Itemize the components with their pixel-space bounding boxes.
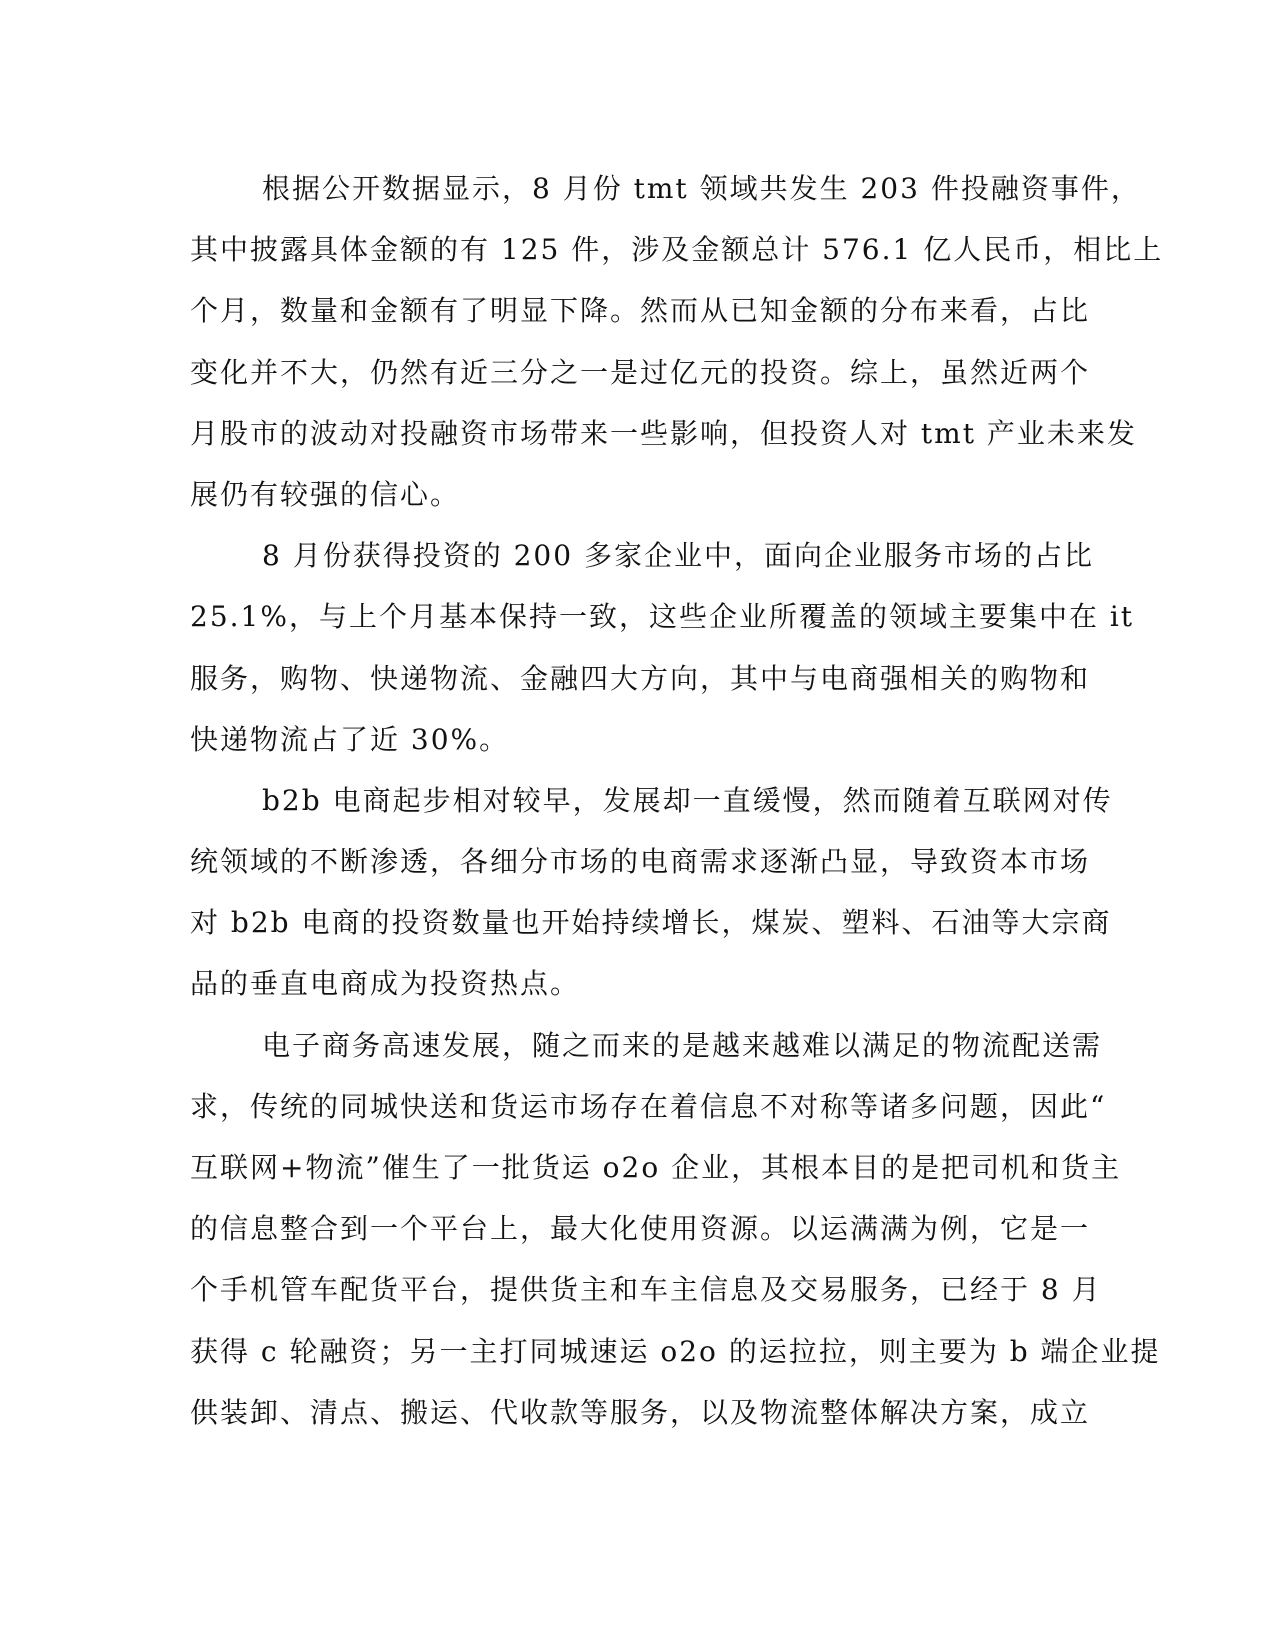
paragraph <box>190 770 1113 1015</box>
text-line: 根据公开数据显示，8 月份 tmt 领域共发生 203 件投融资事件， <box>262 172 1141 205</box>
text-line: 8 月份获得投资的 200 多家企业中，面向企业服务市场的占比 <box>262 539 1094 573</box>
text-line: 快递物流占了近 30%。 <box>190 722 510 756</box>
text-line: 个手机管车配货平台，提供货主和车主信息及交易服务，已经于 8 月 <box>190 1273 1102 1307</box>
text-line: 互联网+物流”催生了一批货运 o2o 企业，其根本目的是把司机和货主 <box>190 1151 1122 1184</box>
text-line: 供装卸、清点、搬运、代收款等服务，以及物流整体解决方案，成立 <box>190 1395 1091 1429</box>
text-line: 对 b2b 电商的投资数量也开始持续增长，煤炭、塑料、石油等大宗商 <box>190 906 1112 940</box>
document-body <box>190 158 1164 1443</box>
text-line: 的信息整合到一个平台上，最大化使用资源。以运满满为例，它是一 <box>190 1212 1091 1246</box>
text-line: 变化并不大，仍然有近三分之一是过亿元的投资。综上，虽然近两个 <box>190 355 1091 389</box>
text-line: 品的垂直电商成为投资热点。 <box>190 967 581 1001</box>
text-line: 统领域的不断渗透，各细分市场的电商需求逐渐凸显，导致资本市场 <box>190 845 1091 879</box>
text-line: 电子商务高速发展，随之而来的是越来越难以满足的物流配送需 <box>262 1028 1103 1062</box>
paragraph <box>190 1015 1161 1443</box>
text-line: 25.1%，与上个月基本保持一致，这些企业所覆盖的领域主要集中在 it <box>190 600 1135 634</box>
text-line: b2b 电商起步相对较早，发展却一直缓慢，然而随着互联网对传 <box>262 783 1113 817</box>
text-line: 求，传统的同城快送和货运市场存在着信息不对称等诸多问题，因此“ <box>190 1089 1107 1123</box>
text-line: 获得 c 轮融资；另一主打同城速运 o2o 的运拉拉，则主要为 b 端企业提 <box>190 1334 1161 1368</box>
text-line: 其中披露具体金额的有 125 件，涉及金额总计 576.1 亿人民币，相比上 <box>190 233 1164 267</box>
paragraph <box>190 158 1164 525</box>
text-line: 展仍有较强的信心。 <box>190 477 461 511</box>
paragraph <box>190 525 1135 770</box>
text-line: 月股市的波动对投融资市场带来一些影响，但投资人对 tmt 产业未来发 <box>190 416 1137 450</box>
text-line: 个月，数量和金额有了明显下降。然而从已知金额的分布来看，占比 <box>190 294 1091 328</box>
text-line: 服务，购物、快递物流、金融四大方向，其中与电商强相关的购物和 <box>190 661 1091 695</box>
